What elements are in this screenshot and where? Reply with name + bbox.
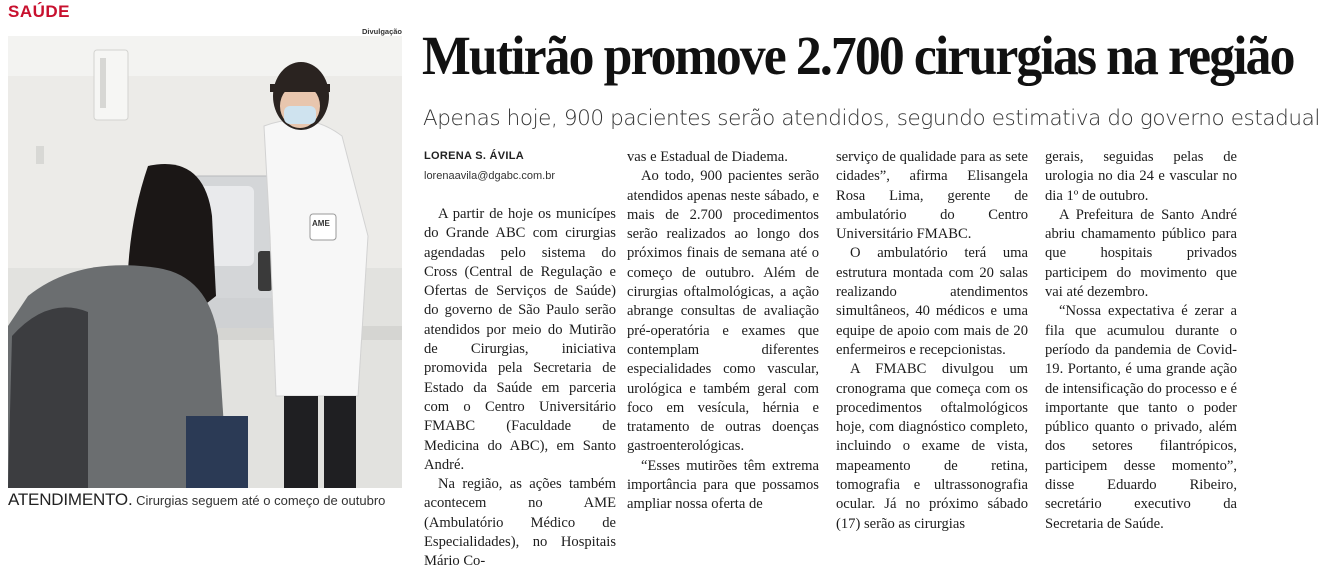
author-email: lorenaavila@dgabc.com.br: [424, 170, 556, 182]
paragraph: O ambulatório terá uma estrutura montada com 20 salas realizando atendimentos simultâneos, 40 médicos e uma equipe de apoio com mais de 20 enfermeiros e recepcionistas.: [836, 245, 1028, 358]
paragraph: “Nossa expectativa é zerar a fila que acumulou durante o período da pandemia de Covid-19. Portanto, é uma grande ação de intensificação do processo e é importante que tanto o poder público quanto o privado, além dos setores filantrópicos, participem desse momento”, disse Eduardo Ribeiro, secretário executivo da Secretaria de Saúde.: [1045, 303, 1237, 532]
photo-caption: [8, 490, 408, 510]
subheadline: Apenas hoje, 900 pacientes serão atendidos, segundo estimativa do governo estadual: [423, 106, 1320, 131]
photo-credit: Divulgação: [362, 27, 403, 36]
section-label: SAÚDE: [8, 2, 71, 21]
paragraph: A Prefeitura de Santo André abriu chamamento público para que hospitais privados participem do movimento que vai até dezembro.: [1045, 206, 1237, 301]
paragraph-continuation: gerais, seguidas pelas de urologia no dia 24 e vascular no dia 1º de outubro.: [1045, 149, 1237, 204]
paragraph: Na região, as ações também acontecem no AME (Ambulatório Médico de Especialidades), no Hospitais Mário Co-: [424, 476, 616, 570]
article-photo: [8, 36, 402, 488]
caption-label: ATENDIMENTO.: [8, 490, 133, 509]
paragraph: A FMABC divulgou um cronograma que começa com os procedimentos oftalmológicos hoje, com diagnóstico completo, incluindo o exame de vista, mapeamento de retina, tomografia e ultrassonografia ocular. Já no próximo sábado (17) serão as cirurgias: [836, 361, 1028, 532]
paragraph: A partir de hoje os municípes do Grande ABC com cirurgias agendadas pelo sistema do Cross (Central de Regulação e Ofertas de Serviços de Saúde) do governo de São Paulo serão atendidos por meio do Mutirão de Cirurgias, iniciativa promovida pela Secretaria de Estado da Saúde em parceria com o Centro Universitário FMABC (Faculdade de Medicina do ABC), em Santo André.: [424, 206, 616, 473]
article-column-4: [1045, 148, 1237, 532]
author-byline: LORENA S. ÁVILA: [424, 150, 525, 162]
paragraph: “Esses mutirões têm extrema importância para que possamos ampliar nossa oferta de: [627, 457, 819, 513]
caption-text: Cirurgias seguem até o começo de outubro: [132, 493, 386, 508]
article-column-2: [627, 148, 819, 523]
photo-badge-text: AME: [312, 219, 330, 228]
article-column-1: [424, 205, 616, 570]
paragraph-continuation: vas e Estadual de Diadema.: [627, 149, 788, 165]
headline: Mutirão promove 2.700 cirurgias na região: [422, 25, 1294, 86]
photo-illustration: [8, 36, 402, 488]
paragraph-continuation: serviço de qualidade para as sete cidades”, afirma Elisangela Rosa Lima, gerente de ambulatório do Centro Universitário FMABC.: [836, 149, 1028, 243]
article-column-3: [836, 148, 1028, 532]
paragraph: Ao todo, 900 pacientes serão atendidos apenas neste sábado, e mais de 2.700 procedimentos serão realizados ao longo dos próximos finais de semana até o começo de outubro. Além de cirurgias oftalmológicas, a ação abrange consultas de avaliação pré-operatória e exames que contemplam diferentes especialidades como vascular, urológica e também geral com foco em vesícula, hérnia e tratamento de outras doenças gastroenterológicas.: [627, 168, 819, 455]
